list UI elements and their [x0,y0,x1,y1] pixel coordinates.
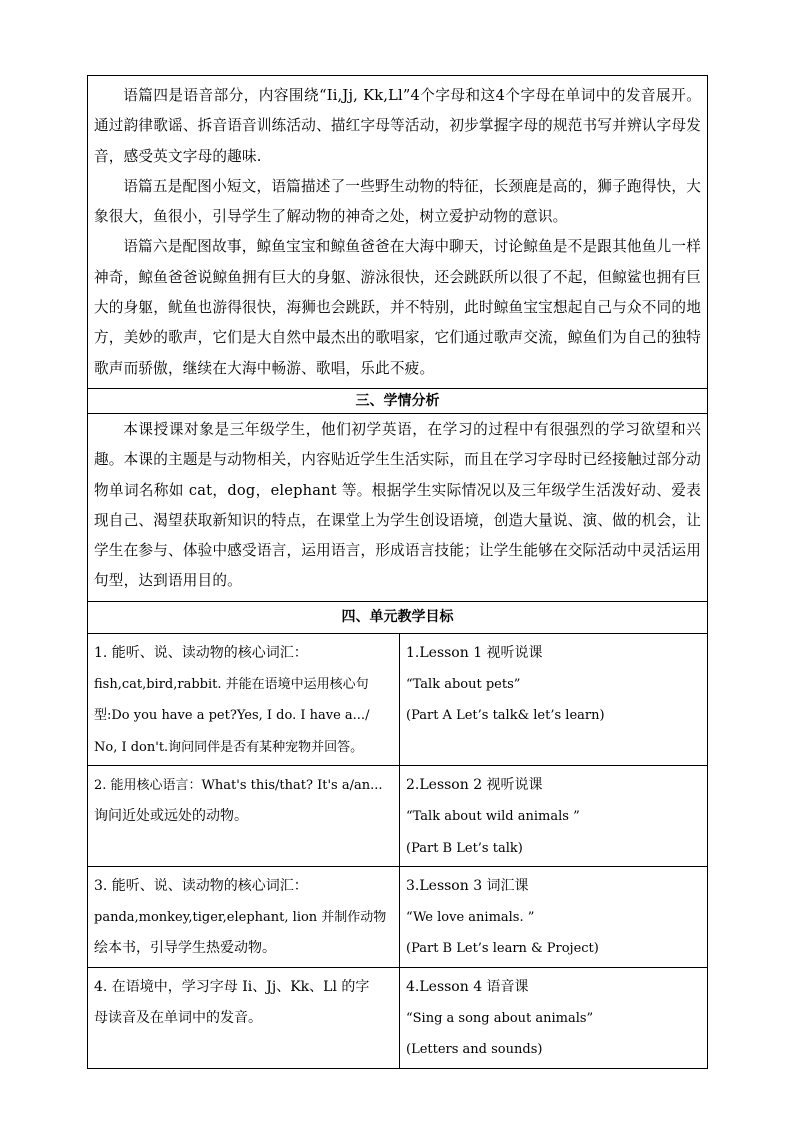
goal-4-line-1: 4. 在语境中，学习字母 Ii、Jj、Kk、Ll 的字 [94,978,370,995]
goal-1-line-3: 型:Do you have a pet?Yes, I do. I have a.../ [94,708,370,724]
goal-2-cell [88,765,400,866]
goal-3-line-1: 3. 能听、说、读动物的核心词汇： [94,877,308,894]
goal-3-line-3: 绘本书，引导学生热爱动物。 [94,940,276,957]
lesson-4-part: (Letters and sounds) [406,1042,543,1058]
lesson-4-topic: “Sing a song about animals” [406,1011,594,1027]
learner-analysis-heading: 三、学情分析 [88,388,708,413]
lesson-1-cell [400,633,708,765]
lesson-1-part: (Part A Let’s talk& let’s learn) [406,708,605,724]
lesson-2-cell [400,765,708,866]
unit-goals-heading: 四、单元教学目标 [88,601,708,633]
paragraph-text-4: 语篇四是语音部分，内容围绕“Ii,Jj, Kk,Ll”4个字母和这4个字母在单词中的发音展开。通过韵律歌谣、拆音语音训练活动、描红字母等活动，初步掌握字母的规范书写并辨认字母发音，感受英文字母的趣味. [94,87,701,165]
lesson-4-title: 4.Lesson 4 语音课 [406,978,529,995]
goal-3-cell [88,866,400,967]
goal-3-line-2: panda,monkey,tiger,elephant, lion 并制作动物 [94,910,387,926]
lesson-2-title: 2.Lesson 2 视听说课 [406,776,543,793]
learner-analysis-paragraph: 本课授课对象是三年级学生，他们初学英语，在学习的过程中有很强烈的学习欲望和兴趣。本课的主题是与动物相关，内容贴近学生生活实际，而且在学习字母时已经接触过部分动物单词名称如 cat，dog，elephant 等。根据学生实际情况以及三年级学生活泼好动、爱表现自己、渴望获取新知识的特点，在课堂上为学生创设语境，创造大量说、演、做的机会，让学生在参与、体验中感受语言，运用语言，形成语言技能；让学生能够在交际活动中灵活运用句型，达到语用目的。 [94,420,701,590]
goal-1-cell [88,633,400,765]
lesson-2-topic: “Talk about wild animals ” [406,809,580,825]
goal-2-line-2: 询问近处或远处的动物。 [94,808,248,825]
learner-analysis-cell [88,413,708,601]
goal-1-line-1: 1. 能听、说、读动物的核心词汇： [94,644,308,661]
paragraph-text-5: 语篇五是配图小短文，语篇描述了一些野生动物的特征，长颈鹿是高的，狮子跑得快，大象很大，鱼很小，引导学生了解动物的神奇之处，树立爱护动物的意识。 [94,177,701,226]
goal-2-line-1: 2. 能用核心语言：What's this/that? It's a/an... [94,777,383,793]
lesson-1-title: 1.Lesson 1 视听说课 [406,644,543,661]
lesson-2-part: (Part B Let’s talk) [406,840,523,856]
text-analysis-cell [88,76,708,389]
lesson-3-topic: “We love animals. ” [406,910,535,926]
lesson-3-cell [400,866,708,967]
lesson-plan-table [87,75,708,1069]
goal-4-line-2: 母读音及在单词中的发音。 [94,1010,262,1027]
goal-4-cell [88,967,400,1068]
document-page [87,75,707,1069]
lesson-1-topic: “Talk about pets” [406,677,521,693]
goal-1-line-2: fish,cat,bird,rabbit. 并能在语境中运用核心句 [94,677,369,693]
paragraph-text-6: 语篇六是配图故事，鲸鱼宝宝和鲸鱼爸爸在大海中聊天，讨论鲸鱼是不是跟其他鱼儿一样神奇，鲸鱼爸爸说鲸鱼拥有巨大的身躯、游泳很快，还会跳跃所以很了不起，但鲸鲨也拥有巨大的身躯，鱿鱼也游得很快，海狮也会跳跃，并不特别，此时鲸鱼宝宝想起自己与众不同的地方，美妙的歌声，它们是大自然中最杰出的歌唱家，它们通过歌声交流，鲸鱼们为自己的独特歌声而骄傲，继续在大海中畅游、歌唱，乐此不疲。 [94,238,701,377]
lesson-3-part: (Part B Let’s learn & Project) [406,941,599,957]
lesson-4-cell [400,967,708,1068]
goal-1-line-4: No, I don't.询问同伴是否有某种宠物并回答。 [94,739,364,755]
lesson-3-title: 3.Lesson 3 词汇课 [406,877,529,894]
